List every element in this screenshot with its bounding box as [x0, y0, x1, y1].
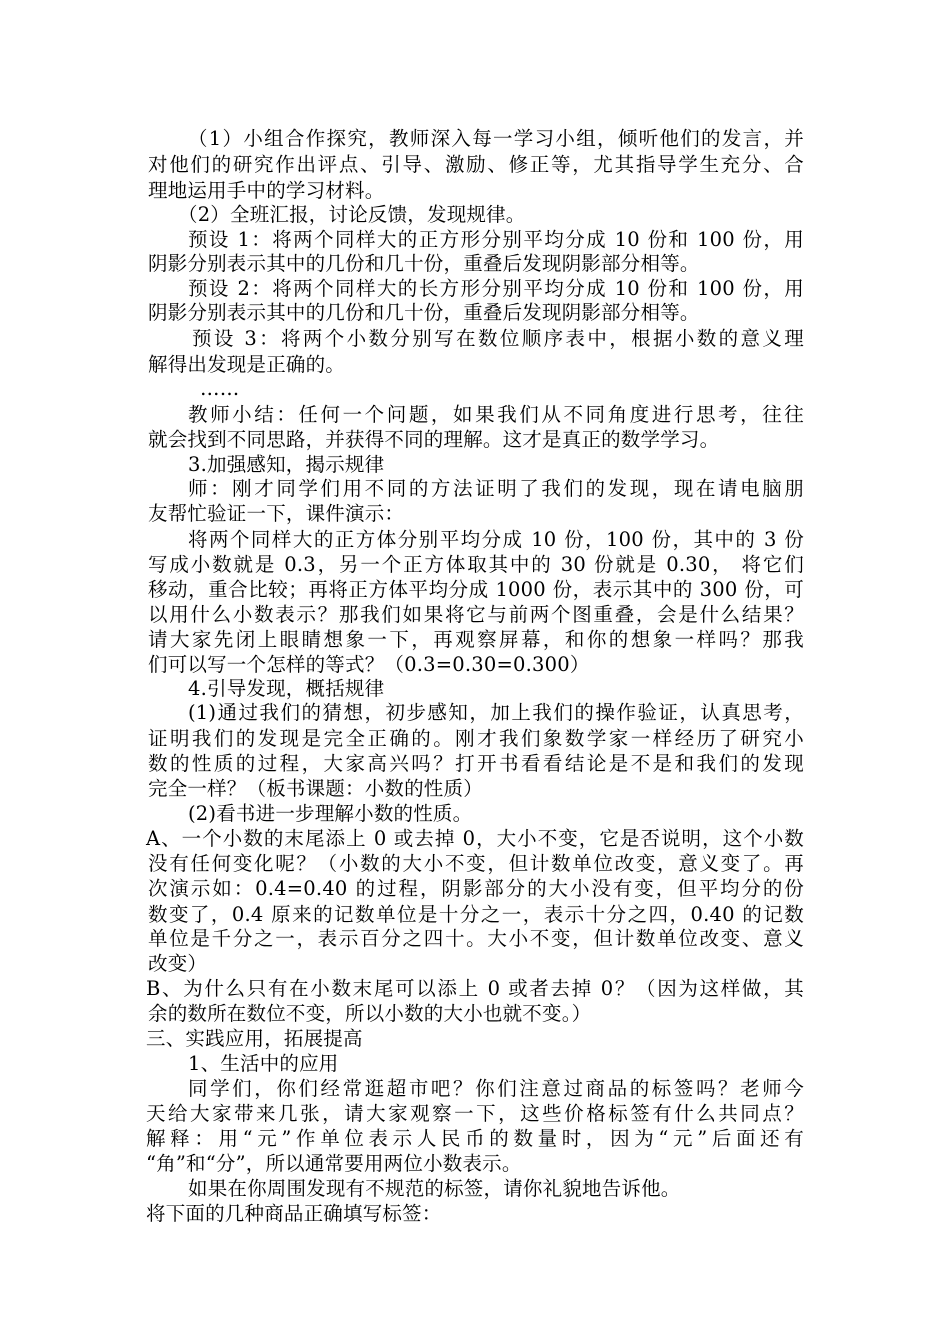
text-line: “角”和“分”，所以通常要用两位小数表示。: [146, 1152, 522, 1175]
text-line: 没有任何变化呢？（小数的大小不变，但计数单位改变，意义变了。再: [148, 852, 804, 875]
text-line: 师：刚才同学们用不同的方法证明了我们的发现，现在请电脑朋: [188, 477, 804, 500]
text-line: 对他们的研究作出评点、引导、激励、修正等，尤其指导学生充分、合: [148, 153, 804, 176]
text-line: （2）全班汇报，讨论反馈，发现规律。: [178, 203, 526, 226]
text-line: 教师小结：任何一个问题，如果我们从不同角度进行思考，往往: [188, 403, 804, 426]
text-line: （1）小组合作探究，教师深入每一学习小组，倾听他们的发言，并: [188, 127, 804, 150]
text-line: 解得出发现是正确的。: [148, 353, 346, 376]
text-line: 天给大家带来几张，请大家观察一下，这些价格标签有什么共同点？: [146, 1102, 804, 1125]
text-line: 余的数所在数位不变，所以小数的大小也就不变。）: [148, 1002, 592, 1025]
text-line: 将两个同样大的正方体分别平均分成 10 份，100 份，其中的 3 份: [188, 528, 804, 551]
text-line: 同学们，你们经常逛超市吧？你们注意过商品的标签吗？老师今: [188, 1077, 804, 1100]
text-line: 理地运用手中的学习材料。: [148, 179, 385, 202]
text-line: (2)看书进一步理解小数的性质。: [188, 802, 473, 825]
text-line: 阴影分别表示其中的几份和几十份，重叠后发现阴影部分相等。: [148, 252, 700, 275]
text-line: 数变了，0.4 原来的记数单位是十分之一，表示十分之四，0.40 的记数: [148, 903, 804, 926]
text-line: 预设 1：将两个同样大的正方形分别平均分成 10 份和 100 份，用: [188, 228, 804, 251]
text-line: 数的性质的过程，大家高兴吗？打开书看看结论是不是和我们的发现: [148, 752, 804, 775]
text-line: 友帮忙验证一下，课件演示：: [148, 502, 405, 525]
text-line: 们可以写一个怎样的等式？（0.3=0.30=0.300）: [148, 653, 590, 676]
text-line: 证明我们的发现是完全正确的。刚才我们象数学家一样经历了研究小: [148, 727, 804, 750]
text-line: 解释：用“元”作单位表示人民币的数量时，因为“元”后面还有: [146, 1127, 804, 1150]
text-line: 4.引导发现，概括规律: [188, 677, 385, 700]
section-heading: 三、实践应用，拓展提高: [146, 1027, 363, 1050]
text-line: 以用什么小数表示？那我们如果将它与前两个图重叠，会是什么结果？: [148, 603, 804, 626]
text-line: A、一个小数的末尾添上 0 或去掉 0，大小不变，它是否说明，这个小数: [146, 827, 804, 850]
text-line: 改变）: [148, 952, 208, 975]
text-line: ……: [200, 377, 240, 400]
text-line: 1、生活中的应用: [188, 1052, 339, 1075]
text-line: 预设 2：将两个同样大的长方形分别平均分成 10 份和 100 份，用: [188, 277, 804, 300]
text-line: 移动，重合比较；再将正方体平均分成 1000 份，表示其中的 300 份，可: [148, 578, 804, 601]
text-line: (1)通过我们的猜想，初步感知，加上我们的操作验证，认真思考，: [188, 701, 804, 724]
text-line: 阴影分别表示其中的几份和几十份，重叠后发现阴影部分相等。: [148, 301, 700, 324]
text-line: 就会找到不同思路，并获得不同的理解。这才是真正的数学学习。: [148, 428, 720, 451]
text-line: B、为什么只有在小数末尾可以添上 0 或者去掉 0？（因为这样做，其: [146, 977, 804, 1000]
text-line: 次演示如：0.4=0.40 的过程，阴影部分的大小没有变，但平均分的份: [148, 877, 804, 900]
text-line: 完全一样？（板书课题：小数的性质）: [148, 777, 483, 800]
text-line: 写成小数就是 0.3，另一个正方体取其中的 30 份就是 0.30， 将它们: [148, 553, 804, 576]
text-line: 请大家先闭上眼睛想象一下，再观察屏幕，和你的想象一样吗？那我: [148, 628, 804, 651]
text-line: 预设 3：将两个小数分别写在数位顺序表中，根据小数的意义理: [192, 327, 804, 350]
text-line: 如果在你周围发现有不规范的标签，请你礼貌地告诉他。: [188, 1177, 681, 1200]
text-line: 单位是千分之一，表示百分之四十。大小不变，但计数单位改变、意义: [148, 927, 804, 950]
text-line: 3.加强感知，揭示规律: [188, 453, 385, 476]
text-line: 将下面的几种商品正确填写标签：: [146, 1202, 442, 1225]
